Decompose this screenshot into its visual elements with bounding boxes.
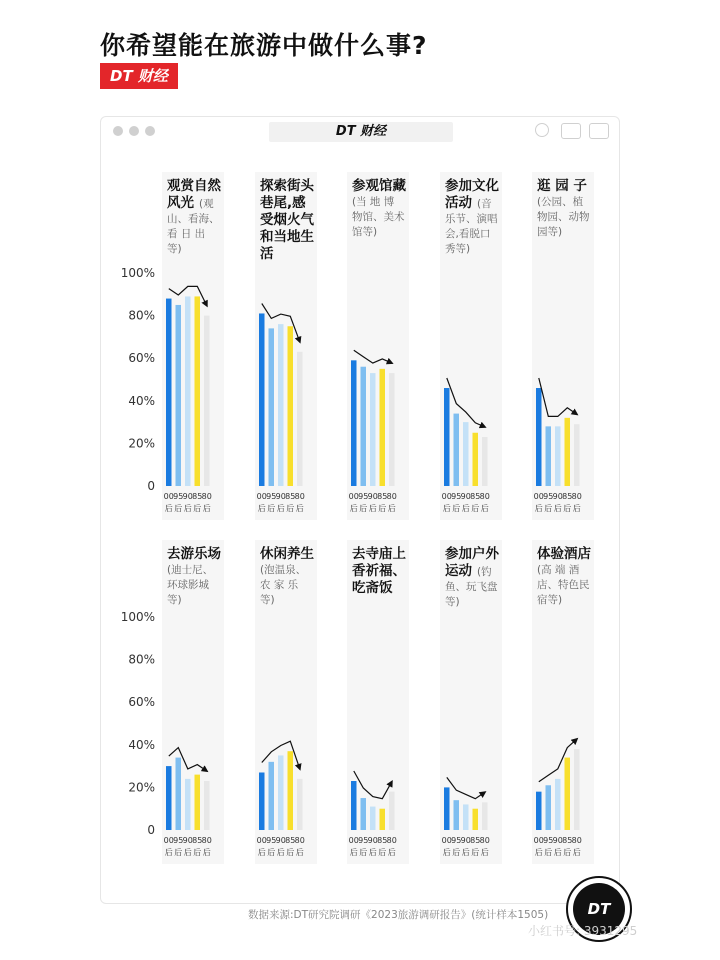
- bar-00后: [259, 313, 265, 486]
- bar-80后: [204, 316, 210, 486]
- bar-90后: [278, 755, 284, 830]
- x-tick-label: 后: [295, 504, 304, 513]
- x-tick-label: 80: [571, 836, 582, 845]
- bar-00后: [351, 781, 357, 830]
- bar-90后: [555, 426, 561, 486]
- x-tick-label: 85: [192, 492, 203, 501]
- panel-6: [162, 540, 224, 864]
- x-tick-label: 95: [543, 836, 554, 845]
- x-tick-label: 80: [386, 492, 397, 501]
- x-tick-label: 后: [164, 504, 173, 513]
- panel-subtitle-line: 等): [167, 594, 182, 606]
- panel-subtitle-line: 乐节、演唱: [445, 213, 498, 225]
- bar-95后: [269, 762, 275, 830]
- panel-subtitle-line: 看 日 出: [167, 228, 206, 240]
- bar-85后: [288, 326, 294, 486]
- x-tick-label: 后: [544, 848, 553, 857]
- x-tick-label: 后: [378, 848, 387, 857]
- bar-90后: [463, 804, 469, 830]
- page-title: 你希望能在旅游中做什么事?: [100, 31, 428, 60]
- x-tick-label: 80: [571, 492, 582, 501]
- x-tick-label: 后: [286, 504, 295, 513]
- panel-subtitle-line: (公园、植: [537, 196, 584, 208]
- panel-title-line: 风光: [167, 195, 194, 211]
- bar-95后: [546, 426, 552, 486]
- y-tick-label: 40%: [128, 393, 155, 408]
- x-tick-label: 后: [387, 848, 396, 857]
- y-tick-label: 80%: [128, 308, 155, 323]
- panel-title-line: 探索街头: [260, 178, 314, 194]
- x-tick-label: 80: [479, 492, 490, 501]
- bar-85后: [195, 775, 201, 830]
- x-tick-label: 90: [275, 492, 286, 501]
- bar-80后: [204, 781, 210, 830]
- x-tick-label: 后: [563, 848, 572, 857]
- bar-80后: [297, 779, 303, 830]
- panel-subtitle-line: 店、特色民: [537, 579, 590, 591]
- bar-00后: [536, 792, 542, 830]
- x-tick-label: 90: [367, 836, 378, 845]
- bar-95后: [176, 758, 182, 830]
- x-tick-label: 90: [552, 492, 563, 501]
- x-tick-label: 85: [377, 836, 388, 845]
- x-tick-label: 后: [480, 848, 489, 857]
- x-tick-label: 后: [359, 848, 368, 857]
- bar-80后: [389, 373, 395, 486]
- x-tick-label: 后: [452, 504, 461, 513]
- panel-subtitle-line: 物园、动物: [537, 211, 590, 223]
- x-tick-label: 后: [544, 504, 553, 513]
- panel-title-line: 参加户外: [445, 546, 499, 562]
- x-tick-label: 95: [358, 836, 369, 845]
- panel-7: [255, 540, 317, 864]
- bar-80后: [482, 437, 488, 486]
- bar-80后: [297, 352, 303, 486]
- bar-00后: [444, 388, 450, 486]
- y-tick-label: 100%: [120, 266, 155, 280]
- bar-85后: [565, 418, 571, 486]
- x-tick-label: 后: [461, 504, 470, 513]
- panel-title-line: 体验酒店: [537, 546, 591, 562]
- y-tick-label: 80%: [128, 652, 155, 667]
- bar-85后: [565, 758, 571, 830]
- x-tick-label: 后: [202, 504, 211, 513]
- x-tick-label: 后: [267, 504, 276, 513]
- panel-8: [347, 540, 409, 864]
- x-tick-label: 后: [349, 504, 358, 513]
- panel-subtitle-line: 环球影城: [167, 579, 209, 591]
- x-tick-label: 90: [460, 836, 471, 845]
- bar-00后: [166, 299, 172, 486]
- x-tick-label: 00: [256, 836, 267, 845]
- panel-subtitle-line: (音: [477, 198, 492, 210]
- x-tick-label: 后: [461, 848, 470, 857]
- y-tick-label: 60%: [128, 351, 155, 366]
- bar-90后: [370, 807, 376, 830]
- panel-subtitle-line: 等): [260, 594, 275, 606]
- x-tick-label: 95: [266, 836, 277, 845]
- x-tick-label: 95: [173, 836, 184, 845]
- panel-9: [440, 540, 502, 864]
- x-tick-label: 后: [442, 504, 451, 513]
- x-tick-label: 80: [294, 836, 305, 845]
- x-tick-label: 后: [442, 848, 451, 857]
- x-tick-label: 00: [348, 836, 359, 845]
- x-tick-label: 后: [183, 848, 192, 857]
- bar-90后: [185, 296, 191, 486]
- bar-90后: [463, 422, 469, 486]
- panel-title-line: 吃斋饭: [352, 580, 393, 596]
- panel-subtitle-line: 秀等): [445, 243, 471, 255]
- x-tick-label: 后: [257, 504, 266, 513]
- x-tick-label: 00: [533, 492, 544, 501]
- y-tick-label: 20%: [128, 436, 155, 451]
- x-tick-label: 90: [182, 492, 193, 501]
- dt-badge-label: DT: [573, 883, 625, 935]
- x-tick-label: 80: [386, 836, 397, 845]
- x-tick-label: 后: [164, 848, 173, 857]
- panel-2: [255, 172, 317, 520]
- x-tick-label: 80: [294, 492, 305, 501]
- data-source-note: 数据来源:DT研究院调研《2023旅游调研报告》(统计样本1505): [248, 909, 549, 921]
- watermark: 小红书号: 3931295: [528, 924, 638, 938]
- x-tick-label: 85: [562, 836, 573, 845]
- y-tick-label: 0: [147, 823, 155, 837]
- bar-95后: [361, 367, 367, 486]
- panel-title-line: 观赏自然: [167, 178, 221, 194]
- x-tick-label: 90: [367, 492, 378, 501]
- x-tick-label: 后: [480, 504, 489, 513]
- bar-95后: [176, 305, 182, 486]
- panel-5: [532, 172, 594, 520]
- x-tick-label: 后: [193, 848, 202, 857]
- x-tick-label: 后: [174, 504, 183, 513]
- x-tick-label: 00: [533, 836, 544, 845]
- bar-80后: [389, 792, 395, 830]
- x-tick-label: 00: [348, 492, 359, 501]
- bar-95后: [546, 785, 552, 830]
- bar-95后: [454, 414, 460, 486]
- panel-subtitle-line: (高 端 酒: [537, 564, 580, 576]
- bar-90后: [185, 779, 191, 830]
- bar-00后: [166, 766, 172, 830]
- brand-logo: DT 财经: [100, 63, 178, 89]
- y-tick-label: 0: [147, 479, 155, 493]
- x-tick-label: 后: [359, 504, 368, 513]
- x-tick-label: 95: [173, 492, 184, 501]
- x-tick-label: 00: [441, 492, 452, 501]
- x-tick-label: 85: [285, 492, 296, 501]
- x-tick-label: 后: [378, 504, 387, 513]
- x-tick-label: 85: [470, 492, 481, 501]
- x-tick-label: 90: [552, 836, 563, 845]
- y-tick-label: 40%: [128, 737, 155, 752]
- y-tick-label: 100%: [120, 610, 155, 624]
- x-tick-label: 后: [295, 848, 304, 857]
- x-tick-label: 后: [257, 848, 266, 857]
- panel-subtitle-line: 会,看脱口: [445, 228, 491, 240]
- bar-00后: [351, 360, 357, 486]
- bar-85后: [473, 809, 479, 830]
- panel-title-line: 运动: [445, 563, 472, 579]
- panel-subtitle-line: (观: [199, 198, 214, 210]
- bar-85后: [195, 296, 201, 486]
- x-tick-label: 后: [387, 504, 396, 513]
- panel-subtitle-line: 等): [167, 243, 182, 255]
- panel-subtitle-line: 鱼、玩飞盘: [445, 581, 498, 593]
- x-tick-label: 00: [163, 492, 174, 501]
- x-tick-label: 85: [285, 836, 296, 845]
- panel-subtitle-line: 宿等): [537, 594, 563, 606]
- x-tick-label: 95: [451, 836, 462, 845]
- bar-85后: [380, 809, 386, 830]
- panel-subtitle-line: 园等): [537, 226, 563, 238]
- bar-95后: [269, 328, 275, 486]
- panel-subtitle-line: (钓: [477, 566, 492, 578]
- bar-95后: [454, 800, 460, 830]
- panel-title-line: 去游乐场: [167, 546, 221, 562]
- x-tick-label: 80: [201, 492, 212, 501]
- panel-title-line: 巷尾,感: [260, 195, 306, 211]
- x-tick-label: 后: [174, 848, 183, 857]
- panel-subtitle-line: 物馆、美术: [352, 211, 405, 223]
- x-tick-label: 后: [534, 848, 543, 857]
- bar-00后: [259, 772, 265, 830]
- x-tick-label: 95: [543, 492, 554, 501]
- panel-title-line: 逛 园 子: [537, 178, 587, 194]
- x-tick-label: 后: [368, 848, 377, 857]
- x-tick-label: 后: [183, 504, 192, 513]
- panel-4: [440, 172, 502, 520]
- x-tick-label: 后: [202, 848, 211, 857]
- x-tick-label: 后: [553, 504, 562, 513]
- bar-90后: [370, 373, 376, 486]
- bar-00后: [444, 787, 450, 830]
- panel-subtitle-line: 农 家 乐: [260, 579, 299, 591]
- panel-title-line: 参加文化: [445, 178, 499, 194]
- bar-80后: [574, 424, 580, 486]
- panel-title-line: 活动: [445, 195, 472, 211]
- x-tick-label: 后: [572, 848, 581, 857]
- x-tick-label: 95: [451, 492, 462, 501]
- panel-1: [162, 172, 224, 520]
- x-tick-label: 后: [563, 504, 572, 513]
- x-tick-label: 80: [479, 836, 490, 845]
- x-tick-label: 后: [534, 504, 543, 513]
- x-tick-label: 后: [276, 848, 285, 857]
- bar-85后: [380, 369, 386, 486]
- panel-title-line: 受烟火气: [260, 212, 314, 228]
- y-tick-label: 20%: [128, 780, 155, 795]
- panel-3: [347, 172, 409, 520]
- x-tick-label: 00: [441, 836, 452, 845]
- panel-subtitle-line: 馆等): [352, 226, 378, 238]
- x-tick-label: 后: [553, 848, 562, 857]
- panel-10: [532, 540, 594, 864]
- x-tick-label: 85: [470, 836, 481, 845]
- bar-90后: [278, 324, 284, 486]
- x-tick-label: 后: [452, 848, 461, 857]
- x-tick-label: 00: [163, 836, 174, 845]
- bar-00后: [536, 388, 542, 486]
- bar-90后: [555, 779, 561, 830]
- panel-subtitle-line: 山、看海、: [167, 213, 220, 225]
- bar-95后: [361, 798, 367, 830]
- x-tick-label: 后: [267, 848, 276, 857]
- x-tick-label: 00: [256, 492, 267, 501]
- x-tick-label: 90: [460, 492, 471, 501]
- x-tick-label: 90: [182, 836, 193, 845]
- panel-subtitle-line: (泡温泉、: [260, 564, 307, 576]
- bar-80后: [482, 802, 488, 830]
- x-tick-label: 后: [368, 504, 377, 513]
- x-tick-label: 后: [349, 848, 358, 857]
- bar-85后: [288, 751, 294, 830]
- x-tick-label: 后: [572, 504, 581, 513]
- window-title: DT 财经: [269, 122, 453, 142]
- x-tick-label: 后: [286, 848, 295, 857]
- panel-title-line: 香祈福、: [352, 563, 406, 579]
- panel-title-line: 休闲养生: [260, 546, 314, 562]
- x-tick-label: 后: [276, 504, 285, 513]
- x-tick-label: 后: [193, 504, 202, 513]
- x-tick-label: 后: [471, 848, 480, 857]
- x-tick-label: 后: [471, 504, 480, 513]
- x-tick-label: 85: [192, 836, 203, 845]
- panel-title-line: 活: [260, 246, 274, 262]
- x-tick-label: 85: [377, 492, 388, 501]
- x-tick-label: 95: [266, 492, 277, 501]
- panel-title-line: 去寺庙上: [352, 546, 406, 562]
- x-tick-label: 85: [562, 492, 573, 501]
- panel-subtitle-line: (迪士尼、: [167, 564, 214, 576]
- panel-subtitle-line: 等): [445, 596, 460, 608]
- panel-subtitle-line: (当 地 博: [352, 196, 395, 208]
- x-tick-label: 80: [201, 836, 212, 845]
- y-tick-label: 60%: [128, 695, 155, 710]
- x-tick-label: 95: [358, 492, 369, 501]
- bar-85后: [473, 433, 479, 486]
- x-tick-label: 90: [275, 836, 286, 845]
- panel-title-line: 和当地生: [260, 229, 314, 245]
- bar-80后: [574, 749, 580, 830]
- panel-title-line: 参观馆藏: [352, 178, 406, 194]
